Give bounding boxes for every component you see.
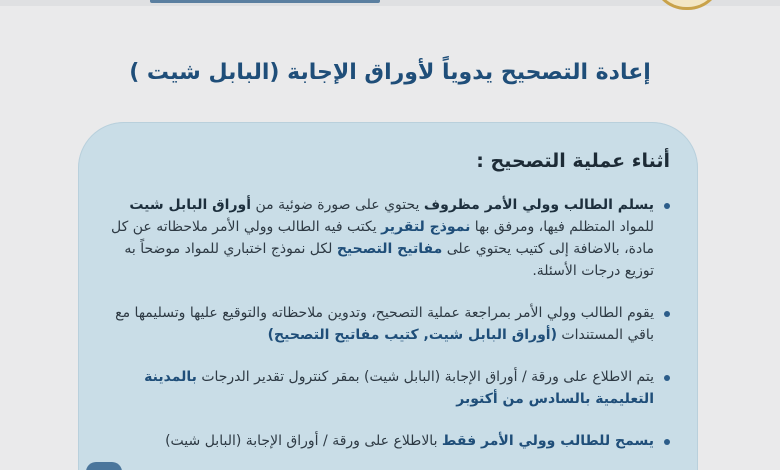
bullet-3-text: يتم الاطلاع على ورقة / أوراق الإجابة (البابل شيت) بمقر كنترول تقدير الدرجات: [196, 369, 654, 385]
info-card: [78, 122, 698, 470]
bullet-3-bold: بالمدينة التعليمية بالسادس من أكتوبر: [144, 369, 654, 407]
corner-decoration: [86, 462, 122, 470]
bullet-1-bold-lead: يسلم الطالب وولي الأمر مظروف: [423, 197, 654, 213]
bullet-4-bold: يسمح للطالب وولي الأمر فقط: [441, 433, 654, 449]
bullet-1-text-3: يكتب فيه الطالب وولي الأمر ملاحظاته عن كل مادة، بالاضافة إلى كتيب يحتوي على: [111, 219, 654, 257]
list-item: [106, 194, 676, 282]
list-item: [106, 302, 676, 346]
page-title: إعادة التصحيح يدوياً لأوراق الإجابة (البابل شيت ): [129, 60, 651, 85]
bullet-1-text-4: لكل نموذج اختباري للمواد موضحاً به توزيع درجات الأسئلة.: [124, 241, 654, 279]
list-item: [106, 366, 676, 410]
bullet-1-bold-report: نموذج لتقرير: [381, 219, 471, 235]
bullet-1-text-2: للمواد المتظلم فيها، ومرفق بها: [470, 219, 654, 235]
bullet-1-bold-bubble-sheet: أوراق البابل شيت: [129, 197, 252, 213]
card-title: أثناء عملية التصحيح :: [476, 150, 670, 172]
bullet-list: [106, 194, 676, 452]
bullet-1-text: يحتوي على صورة ضوئية من: [251, 197, 424, 213]
list-item: [106, 430, 676, 452]
bullet-1-bold-keys: مفاتيح التصحيح: [336, 241, 443, 257]
top-banner-accent: [150, 0, 380, 3]
info-card-body: [106, 150, 676, 470]
bullet-4-text: بالاطلاع على ورقة / أوراق الإجابة (البابل شيت): [165, 433, 442, 449]
bullet-2-text: يقوم الطالب وولي الأمر بمراجعة عملية التصحيح، وتدوين ملاحظاته والتوقيع عليها وتسليمها مع باقي المستندات: [115, 305, 654, 343]
bullet-2-bold: (أوراق البابل شيت, كتيب مفاتيح التصحيح): [267, 327, 557, 343]
